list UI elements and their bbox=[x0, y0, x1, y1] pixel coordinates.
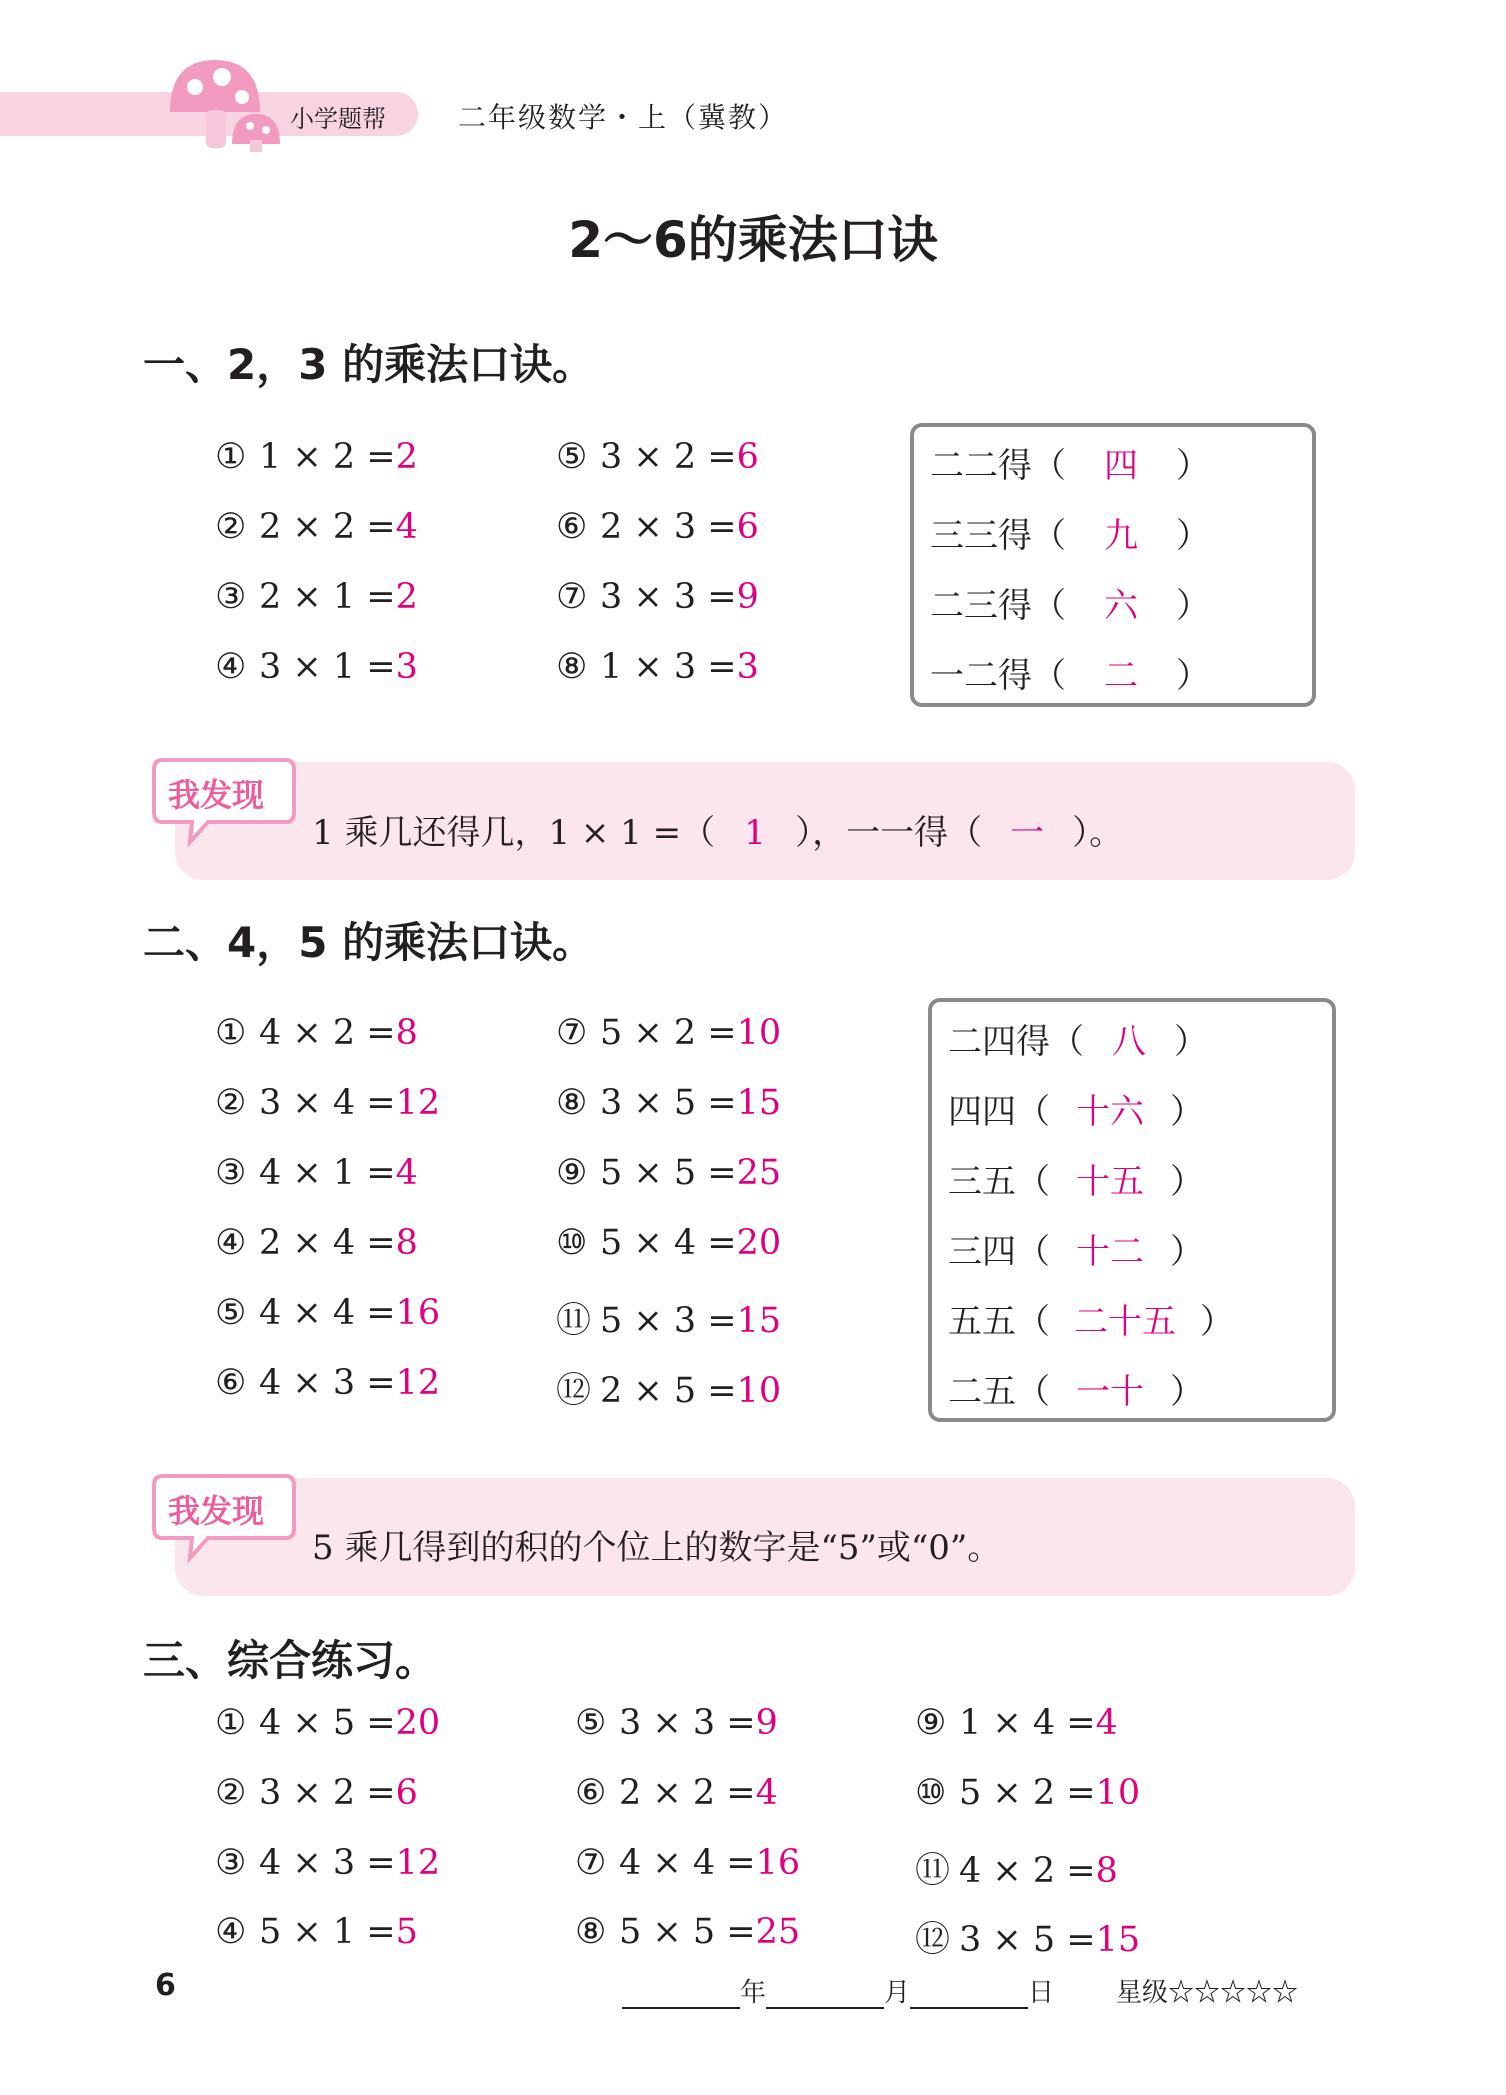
problem: ④ 5 × 1 =5 bbox=[215, 1912, 418, 1952]
problem: ⑪ 5 × 3 =15 bbox=[556, 1301, 782, 1341]
rhyme-line: 三五（ 十五 ） bbox=[948, 1162, 1204, 1202]
problem: ⑤ 3 × 2 =6 bbox=[556, 437, 759, 477]
book-title: 二年级数学・上（冀教） bbox=[458, 101, 789, 134]
problem: ⑪ 4 × 2 =8 bbox=[915, 1851, 1118, 1891]
problem: ② 2 × 2 =4 bbox=[215, 507, 418, 547]
star-rating: 星级☆☆☆☆☆ bbox=[1116, 1978, 1299, 2008]
problem: ⑥ 4 × 3 =12 bbox=[215, 1363, 441, 1403]
problem: ① 1 × 2 =2 bbox=[215, 437, 418, 477]
problem: ⑧ 1 × 3 =3 bbox=[556, 647, 759, 687]
problem: ⑤ 4 × 4 =16 bbox=[215, 1293, 441, 1333]
rhyme-line: 三三得（ 九 ） bbox=[930, 516, 1210, 556]
problem: ⑩ 5 × 2 =10 bbox=[915, 1773, 1141, 1813]
problem: ③ 2 × 1 =2 bbox=[215, 577, 418, 617]
problem: ⑦ 3 × 3 =9 bbox=[556, 577, 759, 617]
problem: ① 4 × 2 =8 bbox=[215, 1013, 418, 1053]
section3-title: 三、综合练习。 bbox=[143, 1636, 438, 1685]
problem: ② 3 × 2 =6 bbox=[215, 1773, 418, 1813]
month-blank bbox=[766, 1985, 884, 2009]
problem: ⑧ 3 × 5 =15 bbox=[556, 1083, 782, 1123]
problem: ⑨ 5 × 5 =25 bbox=[556, 1153, 782, 1193]
discover-label: 我发现 bbox=[168, 1492, 265, 1530]
problem: ③ 4 × 1 =4 bbox=[215, 1153, 418, 1193]
section2-title: 二、4，5 的乘法口诀。 bbox=[143, 918, 595, 967]
problem: ① 4 × 5 =20 bbox=[215, 1703, 441, 1743]
problem: ③ 4 × 3 =12 bbox=[215, 1843, 441, 1883]
rhyme-line: 五五（ 二十五 ） bbox=[948, 1302, 1234, 1342]
problem: ⑫ 3 × 5 =15 bbox=[915, 1920, 1141, 1960]
rhyme-line: 四四（ 十六 ） bbox=[948, 1092, 1204, 1132]
problem: ② 3 × 4 =12 bbox=[215, 1083, 441, 1123]
problem: ⑩ 5 × 4 =20 bbox=[556, 1223, 782, 1263]
discover-label: 我发现 bbox=[168, 776, 265, 814]
problem: ④ 2 × 4 =8 bbox=[215, 1223, 418, 1263]
rhyme-line: 二三得（ 六 ） bbox=[930, 586, 1210, 626]
problem: ④ 3 × 1 =3 bbox=[215, 647, 418, 687]
rhyme-line: 一二得（ 二 ） bbox=[930, 656, 1210, 696]
date-line: 年 月 日 bbox=[622, 1972, 1054, 2009]
problem: ⑨ 1 × 4 =4 bbox=[915, 1703, 1118, 1743]
day-blank bbox=[910, 1985, 1028, 2009]
section1-title: 一、2，3 的乘法口诀。 bbox=[143, 340, 595, 389]
problem: ⑦ 5 × 2 =10 bbox=[556, 1013, 782, 1053]
page-number: 6 bbox=[155, 1968, 176, 2003]
mushroom-icon bbox=[160, 52, 290, 152]
rhyme-line: 二五（ 一十 ） bbox=[948, 1372, 1204, 1412]
problem: ⑧ 5 × 5 =25 bbox=[575, 1912, 801, 1952]
page-title: 2～6的乘法口诀 bbox=[568, 211, 938, 269]
problem: ⑥ 2 × 3 =6 bbox=[556, 507, 759, 547]
discover-text: 5 乘几得到的积的个位上的数字是“5”或“0”。 bbox=[312, 1528, 1002, 1568]
rhyme-line: 二二得（ 四 ） bbox=[930, 446, 1210, 486]
brand-label: 小学题帮 bbox=[290, 105, 386, 133]
problem: ⑤ 3 × 3 =9 bbox=[575, 1703, 778, 1743]
discover-text: 1 乘几还得几，1 × 1 =（ 1 ），一一得（ 一 ）。 bbox=[312, 813, 1124, 853]
problem: ⑫ 2 × 5 =10 bbox=[556, 1371, 782, 1411]
problem: ⑦ 4 × 4 =16 bbox=[575, 1843, 801, 1883]
problem: ⑥ 2 × 2 =4 bbox=[575, 1773, 778, 1813]
rhyme-line: 二四得（ 八 ） bbox=[948, 1022, 1208, 1062]
year-blank bbox=[622, 1985, 740, 2009]
rhyme-line: 三四（ 十二 ） bbox=[948, 1232, 1204, 1272]
